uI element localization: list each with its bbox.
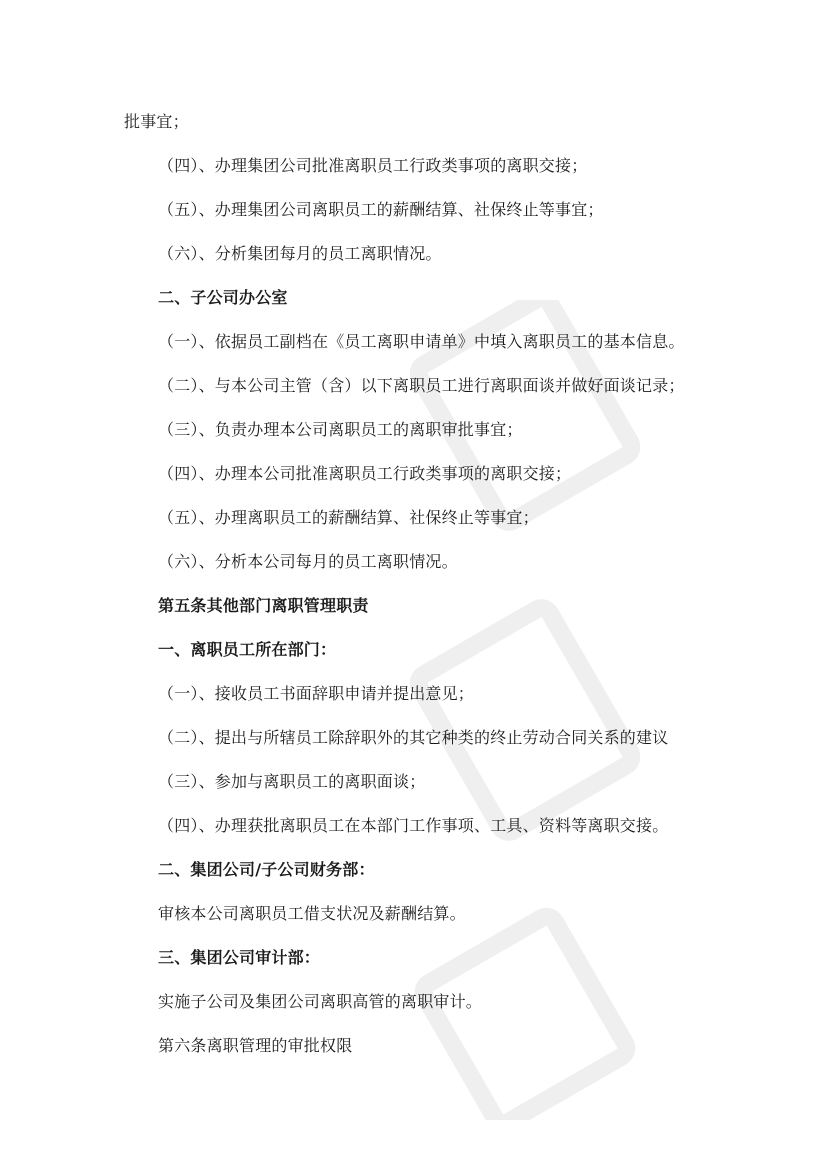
text-line: （五）、办理集团公司离职员工的薪酬结算、社保终止等事宜； <box>158 200 604 219</box>
text-line: （六）、分析本公司每月的员工离职情况。 <box>158 552 458 571</box>
text-line: （四）、办理集团公司批准离职员工行政类事项的离职交接； <box>158 156 588 175</box>
text-line: （一）、接收员工书面辞职申请并提出意见； <box>158 684 475 703</box>
section-heading: 三、集团公司审计部： <box>158 948 321 967</box>
text-line: 实施子公司及集团公司离职高管的离职审计。 <box>158 992 483 1011</box>
text-line: （二）、提出与所辖员工除辞职外的其它种类的终止劳动合同关系的建议 <box>158 728 669 747</box>
section-heading: 一、离职员工所在部门： <box>158 640 337 659</box>
text-line: （二）、与本公司主管（含）以下离职员工进行离职面谈并做好面谈记录； <box>158 376 685 395</box>
article-heading: 第六条离职管理的审批权限 <box>158 1036 353 1055</box>
text-line: （一）、依据员工副档在《员工离职申请单》中填入离职员工的基本信息。 <box>158 332 685 351</box>
text-line: 审核本公司离职员工借支状况及薪酬结算。 <box>158 904 466 923</box>
text-line: 批事宜； <box>124 112 189 131</box>
text-line: （三）、负责办理本公司离职员工的离职审批事宜； <box>158 420 523 439</box>
text-line: （三）、参加与离职员工的离职面谈； <box>158 772 426 791</box>
article-heading: 第五条其他部门离职管理职责 <box>158 596 369 615</box>
section-heading: 二、子公司办公室 <box>158 288 288 307</box>
text-line: （六）、分析集团每月的员工离职情况。 <box>158 244 442 263</box>
text-line: （四）、办理本公司批准离职员工行政类事项的离职交接； <box>158 464 572 483</box>
text-line: （四）、办理获批离职员工在本部门工作事项、工具、资料等离职交接。 <box>158 816 669 835</box>
section-heading: 二、集团公司/子公司财务部： <box>158 860 375 879</box>
text-line: （五）、办理离职员工的薪酬结算、社保终止等事宜； <box>158 508 539 527</box>
